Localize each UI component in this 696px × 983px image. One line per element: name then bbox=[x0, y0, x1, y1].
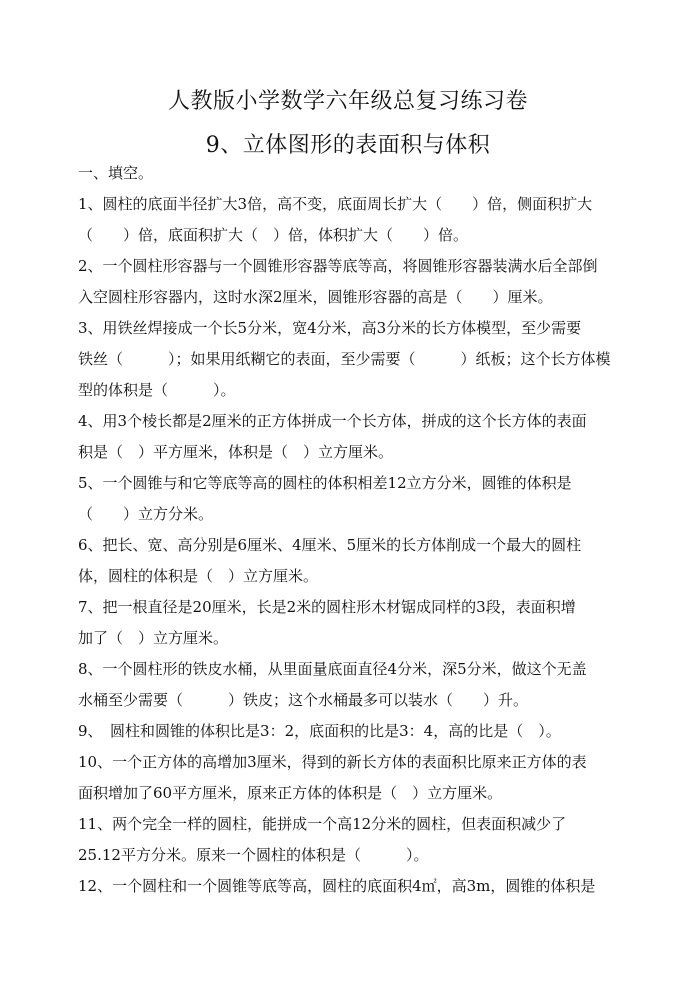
question-line: 1、圆柱的底面半径扩大3倍，高不变，底面周长扩大（ ）倍，侧面积扩大 bbox=[78, 195, 593, 213]
question-line: 面积增加了60平方厘米，原来正方体的体积是（ ）立方厘米。 bbox=[78, 784, 503, 802]
question-body bbox=[78, 158, 638, 902]
question-line: 12、一个圆柱和一个圆锥等底等高，圆柱的底面积4㎡，高3m，圆锥的体积是 bbox=[78, 877, 596, 895]
question-line: 7、把一根直径是20厘米，长是2米的圆柱形木材锯成同样的3段，表面积增 bbox=[78, 598, 576, 616]
question-line: 4、用3个棱长都是2厘米的正方体拼成一个长方体，拼成的这个长方体的表面 bbox=[78, 412, 587, 430]
question-line: 3、用铁丝焊接成一个长5分米，宽4分米，高3分米的长方体模型，至少需要 bbox=[78, 319, 582, 337]
question-line: 11、两个完全一样的圆柱，能拼成一个高12分米的圆柱，但表面积减少了 bbox=[78, 815, 567, 833]
question-line: 加了（ ）立方厘米。 bbox=[78, 629, 229, 647]
question-3 bbox=[78, 313, 638, 406]
question-9 bbox=[78, 716, 638, 747]
question-1 bbox=[78, 189, 638, 251]
question-line: 入空圆柱形容器内，这时水深2厘米，圆锥形容器的高是（ ）厘米。 bbox=[78, 288, 553, 306]
question-line: 5、一个圆锥与和它等底等高的圆柱的体积相差12立方分米，圆锥的体积是 bbox=[78, 474, 572, 492]
question-line: 积是（ ）平方厘米，体积是（ ）立方厘米。 bbox=[78, 443, 394, 461]
question-line: 6、把长、宽、高分别是6厘米、4厘米、5厘米的长方体削成一个最大的圆柱 bbox=[78, 536, 582, 554]
question-line: （ ）立方分米。 bbox=[78, 505, 214, 523]
question-line: 水桶至少需要（ ）铁皮；这个水桶最多可以装水（ ）升。 bbox=[78, 691, 529, 709]
question-11 bbox=[78, 809, 638, 871]
question-line: 8、一个圆柱形的铁皮水桶，从里面量底面直径4分米，深5分米，做这个无盖 bbox=[78, 660, 587, 678]
question-line: （ ）倍，底面积扩大（ ）倍，体积扩大（ ）倍。 bbox=[78, 226, 469, 244]
question-5 bbox=[78, 468, 638, 530]
question-line: 铁丝（ ）；如果用纸糊它的表面，至少需要（ ）纸板；这个长方体模 bbox=[78, 350, 611, 368]
section-heading: 一、填空。 bbox=[78, 164, 154, 182]
question-2 bbox=[78, 251, 638, 313]
question-line: 体，圆柱的体积是（ ）立方厘米。 bbox=[78, 567, 319, 585]
question-10 bbox=[78, 747, 638, 809]
question-line: 型的体积是（ ）。 bbox=[78, 381, 236, 399]
question-line: 9、 圆柱和圆锥的体积比是3：2，底面积的比是3：4，高的比是（ ）。 bbox=[78, 722, 561, 740]
question-4 bbox=[78, 406, 638, 468]
question-8 bbox=[78, 654, 638, 716]
question-7 bbox=[78, 592, 638, 654]
question-12 bbox=[78, 871, 638, 902]
question-line: 25.12平方分米。原来一个圆柱的体积是（ ）。 bbox=[78, 846, 429, 864]
question-line: 10、一个正方体的高增加3厘米，得到的新长方体的表面积比原来正方体的表 bbox=[78, 753, 587, 771]
page-subtitle: 9、立体图形的表面积与体积 bbox=[205, 133, 491, 158]
page-title: 人教版小学数学六年级总复习练习卷 bbox=[167, 89, 528, 114]
question-6 bbox=[78, 530, 638, 592]
question-line: 2、一个圆柱形容器与一个圆锥形容器等底等高，将圆锥形容器装满水后全部倒 bbox=[78, 257, 598, 275]
